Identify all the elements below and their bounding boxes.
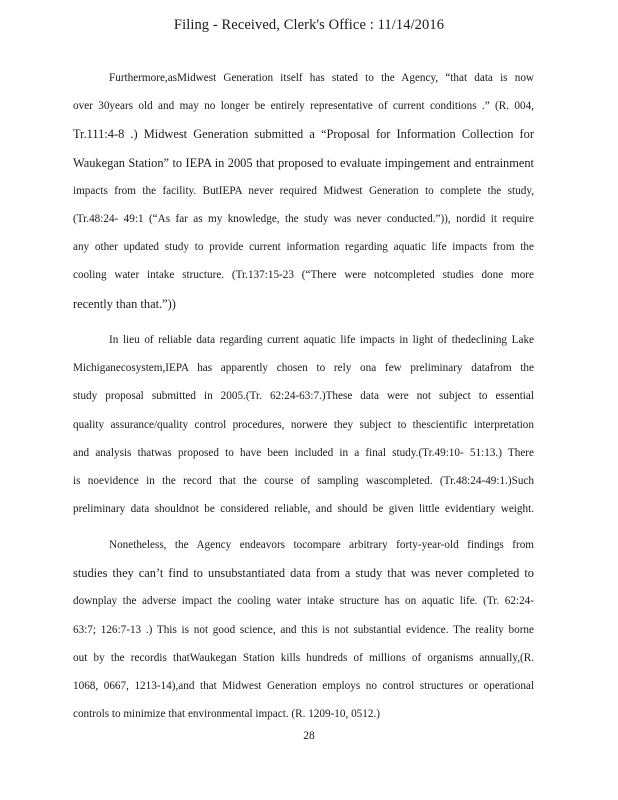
paragraph-line: preliminary data shouldnot be considered reliable, and should be given little evidentiary weight. bbox=[73, 503, 534, 516]
paragraph-line: studies they can’t find to unsubstantiated data from a study that was never completed to bbox=[73, 566, 534, 581]
paragraph-line: Waukegan Station” to IEPA in 2005 that proposed to evaluate impingement and entrainment bbox=[73, 155, 534, 170]
paragraph-line: 63:7; 126:7-13 .) This is not good science, and this is not substantial evidence. The reality borne bbox=[73, 623, 534, 636]
paragraph-line: cooling water intake structure. (Tr.137:15-23 (“There were notcompleted studies done more bbox=[73, 269, 534, 282]
paragraph-line: study proposal submitted in 2005.(Tr. 62:24-63:7.)These data were not subject to essential bbox=[73, 390, 534, 403]
paragraph-line: controls to minimize that environmental impact. (R. 1209-10, 0512.) bbox=[73, 708, 380, 721]
paragraph-line: and analysis thatwas proposed to have been included in a final study.(Tr.49:10- 51:13.) There bbox=[73, 446, 534, 459]
paragraph-line: Nonetheless, the Agency endeavors tocompare arbitrary forty-year-old findings from bbox=[109, 539, 534, 551]
paragraph-line: (Tr.48:24- 49:1 (“As far as my knowledge, the study was never conducted.”)), nordid it require bbox=[73, 212, 534, 225]
paragraph-line: over 30years old and may no longer be entirely representative of current conditions .” (R. 004, bbox=[73, 100, 534, 113]
paragraph-line: quality assurance/quality control procedures, norwere they subject to thescientific interpretation bbox=[73, 418, 534, 431]
paragraph-line: Furthermore,asMidwest Generation itself has stated to the Agency, “that data is now bbox=[109, 72, 534, 84]
paragraph-line: Michiganecosystem,IEPA has apparently chosen to rely ona few preliminary datafrom the bbox=[73, 362, 534, 375]
page-number: 28 bbox=[303, 730, 315, 742]
paragraph-line: downplay the adverse impact the cooling water intake structure has on aquatic life. (Tr. 62:24- bbox=[73, 595, 534, 608]
paragraph-line: any other updated study to provide current information regarding aquatic life impacts from the bbox=[73, 241, 534, 254]
paragraph-3 bbox=[73, 531, 534, 728]
paragraph-1 bbox=[73, 64, 534, 318]
filing-header: Filing - Received, Clerk's Office : 11/14/2016 bbox=[173, 17, 445, 33]
paragraph-line: impacts from the facility. ButIEPA never required Midwest Generation to complete the study, bbox=[73, 184, 534, 197]
paragraph-line: In lieu of reliable data regarding current aquatic life impacts in light of thedeclining Lake bbox=[109, 334, 534, 346]
paragraph-line: Tr.111:4-8 .) Midwest Generation submitted a “Proposal for Information Collection for bbox=[73, 127, 534, 142]
paragraph-line: is noevidence in the record that the course of sampling wascompleted. (Tr.48:24-49:1.)Such bbox=[73, 474, 534, 487]
paragraph-2 bbox=[73, 326, 534, 523]
paragraph-line: out by the recordis thatWaukegan Station kills hundreds of millions of organisms annually,(R. bbox=[73, 651, 534, 664]
paragraph-line: recently than that.”)) bbox=[73, 296, 176, 311]
paragraph-line: 1068, 0667, 1213-14),and that Midwest Generation employs no control structures or operational bbox=[73, 679, 534, 692]
